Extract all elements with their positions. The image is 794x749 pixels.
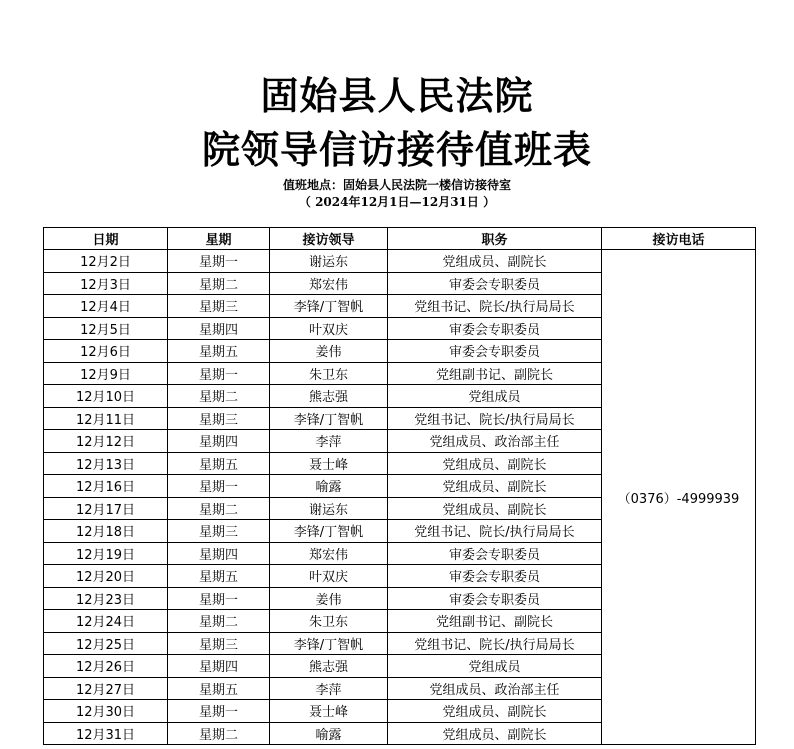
cell-leader: 熊志强 bbox=[270, 385, 388, 408]
cell-leader: 朱卫东 bbox=[270, 610, 388, 633]
cell-date: 12月3日 bbox=[44, 272, 168, 295]
cell-date: 12月11日 bbox=[44, 407, 168, 430]
cell-date: 12月12日 bbox=[44, 430, 168, 453]
table-row bbox=[44, 250, 756, 273]
cell-duty: 党组成员、副院长 bbox=[388, 497, 602, 520]
duty-period: （ 2024年12月1日—12月31日 ） bbox=[298, 195, 496, 209]
cell-duty: 党组书记、院长/执行局局长 bbox=[388, 407, 602, 430]
cell-date: 12月18日 bbox=[44, 520, 168, 543]
cell-leader: 姜伟 bbox=[270, 340, 388, 363]
cell-duty: 审委会专职委员 bbox=[388, 587, 602, 610]
cell-phone: （0376）-4999939 bbox=[602, 250, 756, 745]
cell-duty: 审委会专职委员 bbox=[388, 542, 602, 565]
table-body bbox=[44, 250, 756, 745]
cell-leader: 郑宏伟 bbox=[270, 542, 388, 565]
cell-date: 12月13日 bbox=[44, 452, 168, 475]
cell-leader: 谢运东 bbox=[270, 497, 388, 520]
cell-duty: 党组成员、副院长 bbox=[388, 722, 602, 745]
cell-weekday: 星期二 bbox=[168, 722, 270, 745]
cell-duty: 党组书记、院长/执行局局长 bbox=[388, 295, 602, 318]
cell-weekday: 星期五 bbox=[168, 340, 270, 363]
cell-leader: 朱卫东 bbox=[270, 362, 388, 385]
cell-weekday: 星期四 bbox=[168, 430, 270, 453]
cell-date: 12月23日 bbox=[44, 587, 168, 610]
cell-date: 12月25日 bbox=[44, 632, 168, 655]
cell-date: 12月16日 bbox=[44, 475, 168, 498]
cell-leader: 姜伟 bbox=[270, 587, 388, 610]
cell-weekday: 星期二 bbox=[168, 385, 270, 408]
cell-duty: 党组成员 bbox=[388, 385, 602, 408]
cell-duty: 党组书记、院长/执行局局长 bbox=[388, 632, 602, 655]
cell-leader: 李萍 bbox=[270, 430, 388, 453]
document-title-line2: 院领导信访接待值班表 bbox=[201, 127, 592, 172]
cell-date: 12月26日 bbox=[44, 655, 168, 678]
document-title-line1: 固始县人民法院 bbox=[260, 73, 534, 118]
cell-duty: 审委会专职委员 bbox=[388, 272, 602, 295]
cell-date: 12月20日 bbox=[44, 565, 168, 588]
cell-duty: 审委会专职委员 bbox=[388, 340, 602, 363]
header-duty: 职务 bbox=[388, 228, 602, 250]
cell-leader: 李锋/丁智帆 bbox=[270, 520, 388, 543]
cell-weekday: 星期二 bbox=[168, 272, 270, 295]
cell-date: 12月2日 bbox=[44, 250, 168, 273]
header-phone: 接访电话 bbox=[602, 228, 756, 250]
cell-leader: 谢运东 bbox=[270, 250, 388, 273]
cell-weekday: 星期一 bbox=[168, 362, 270, 385]
cell-date: 12月5日 bbox=[44, 317, 168, 340]
table-header-row bbox=[44, 228, 756, 250]
cell-weekday: 星期三 bbox=[168, 407, 270, 430]
cell-weekday: 星期三 bbox=[168, 295, 270, 318]
cell-date: 12月27日 bbox=[44, 677, 168, 700]
cell-weekday: 星期一 bbox=[168, 587, 270, 610]
cell-weekday: 星期四 bbox=[168, 655, 270, 678]
cell-date: 12月6日 bbox=[44, 340, 168, 363]
cell-duty: 党组成员、副院长 bbox=[388, 250, 602, 273]
cell-leader: 聂士峰 bbox=[270, 700, 388, 723]
cell-duty: 审委会专职委员 bbox=[388, 317, 602, 340]
cell-date: 12月9日 bbox=[44, 362, 168, 385]
cell-date: 12月24日 bbox=[44, 610, 168, 633]
cell-date: 12月10日 bbox=[44, 385, 168, 408]
cell-duty: 党组成员、副院长 bbox=[388, 700, 602, 723]
cell-leader: 喻露 bbox=[270, 722, 388, 745]
cell-leader: 郑宏伟 bbox=[270, 272, 388, 295]
cell-date: 12月31日 bbox=[44, 722, 168, 745]
cell-duty: 党组成员、政治部主任 bbox=[388, 430, 602, 453]
cell-weekday: 星期三 bbox=[168, 632, 270, 655]
header-leader: 接访领导 bbox=[270, 228, 388, 250]
cell-duty: 党组成员、副院长 bbox=[388, 475, 602, 498]
cell-weekday: 星期五 bbox=[168, 677, 270, 700]
cell-leader: 叶双庆 bbox=[270, 565, 388, 588]
header-date: 日期 bbox=[44, 228, 168, 250]
cell-duty: 党组成员 bbox=[388, 655, 602, 678]
cell-leader: 聂士峰 bbox=[270, 452, 388, 475]
cell-weekday: 星期四 bbox=[168, 317, 270, 340]
cell-duty: 党组成员、副院长 bbox=[388, 452, 602, 475]
cell-leader: 李锋/丁智帆 bbox=[270, 632, 388, 655]
cell-weekday: 星期三 bbox=[168, 520, 270, 543]
cell-weekday: 星期二 bbox=[168, 497, 270, 520]
cell-weekday: 星期一 bbox=[168, 475, 270, 498]
cell-leader: 叶双庆 bbox=[270, 317, 388, 340]
cell-date: 12月17日 bbox=[44, 497, 168, 520]
cell-leader: 李锋/丁智帆 bbox=[270, 407, 388, 430]
cell-weekday: 星期五 bbox=[168, 565, 270, 588]
cell-date: 12月4日 bbox=[44, 295, 168, 318]
cell-weekday: 星期四 bbox=[168, 542, 270, 565]
cell-duty: 党组副书记、副院长 bbox=[388, 610, 602, 633]
duty-location: 值班地点：固始县人民法院一楼信访接待室 bbox=[282, 178, 511, 192]
cell-weekday: 星期一 bbox=[168, 700, 270, 723]
header-weekday: 星期 bbox=[168, 228, 270, 250]
cell-duty: 党组副书记、副院长 bbox=[388, 362, 602, 385]
duty-schedule-table bbox=[43, 227, 756, 745]
cell-duty: 审委会专职委员 bbox=[388, 565, 602, 588]
cell-leader: 李萍 bbox=[270, 677, 388, 700]
cell-weekday: 星期五 bbox=[168, 452, 270, 475]
cell-duty: 党组书记、院长/执行局局长 bbox=[388, 520, 602, 543]
cell-weekday: 星期二 bbox=[168, 610, 270, 633]
cell-leader: 李锋/丁智帆 bbox=[270, 295, 388, 318]
cell-leader: 熊志强 bbox=[270, 655, 388, 678]
cell-date: 12月19日 bbox=[44, 542, 168, 565]
cell-weekday: 星期一 bbox=[168, 250, 270, 273]
cell-leader: 喻露 bbox=[270, 475, 388, 498]
cell-duty: 党组成员、政治部主任 bbox=[388, 677, 602, 700]
cell-date: 12月30日 bbox=[44, 700, 168, 723]
